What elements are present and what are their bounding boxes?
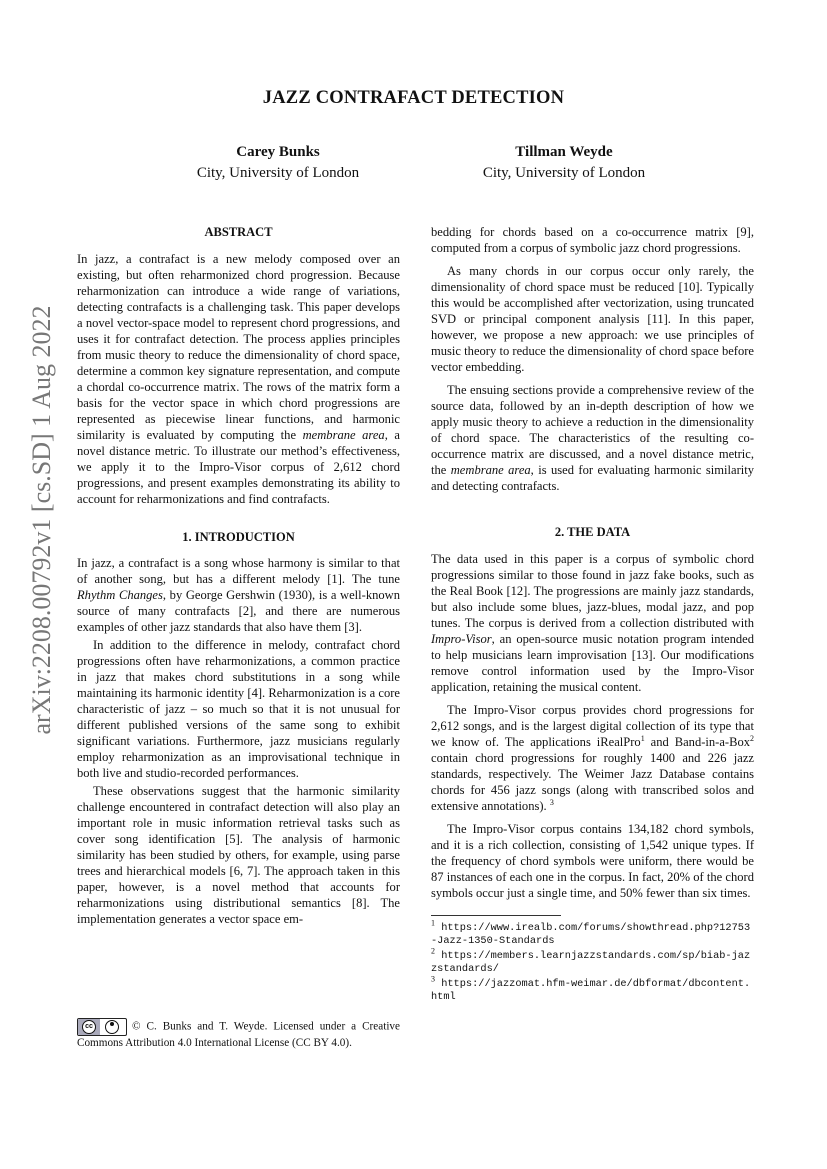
cc-by-badge-icon: cc [77, 1018, 127, 1036]
footnote-mark: 1 [640, 733, 645, 743]
author-affiliation: City, University of London [196, 165, 360, 181]
author-block-2 [435, 142, 693, 184]
intro-paragraph-2: In addition to the difference in melody, contrafact chord progressions often have reharmonizations, a common practice in jazz that makes chord substitutions in a song while maintaining its harmonic identity [4]. Reharmonization is a core characteristic of jazz – so much so that it is not unusual for different published versions of the same song to exhibit significant variations. Furthermore, jazz musicians regularly employ reharmonization as an improvisational technique in both live and studio-recorded performances. [77, 638, 400, 780]
abstract-text: In jazz, a contrafact is a new melody composed over an existing, but often reharmonized chord progression. Because reharmonization can introduce a wide range of variations, detecting contrafacts is a challenging task. This paper develops a novel vector-space model to represent chord progressions, and uses it for contrafact detection. The process applies principles from music theory to reduce the dimensionality of chord space, determine a common key signature representation, and compute a chordal co-occurrence matrix. The rows of the matrix form a basis for the vector space in which chord progressions are represented as piecewise linear functions, and harmonic similarity is evaluated by computing the membrane area, a novel distance metric. To illustrate our method’s effectiveness, we apply it to the Impro-Visor corpus of 2,612 chord progressions, and present examples demonstrating its ability to account for reharmonizations and find contrafacts. [77, 252, 400, 506]
introduction-heading: 1. INTRODUCTION [182, 530, 295, 544]
author-affiliation: City, University of London [482, 165, 646, 181]
footnote-2[interactable]: $^2$ https://members.learnjazzstandards.com/sp/biab-jazzstandards/ [431, 946, 751, 975]
author-name: Tillman Weyde [515, 144, 613, 160]
intro-paragraph-4: bedding for chords based on a co-occurrence matrix [9], computed from a corpus of symbolic jazz chord progressions. [431, 225, 754, 255]
intro-paragraph-3: These observations suggest that the harmonic similarity challenge encountered in contrafact detection will also play an important role in music information retrieval tasks such as cover song identification [5]. The analysis of harmonic similarity has been studied by others, for example, using parse trees and hierarchical models [6, 7]. The approach taken in this paper, however, is a novel method that accounts for reharmonizations using distributional semantics [8]. The implementation generates a vector space em- [77, 784, 400, 926]
license-text: © C. Bunks and T. Weyde. Licensed under a Creative Commons Attribution 4.0 International License (CC BY 4.0). [77, 1020, 400, 1049]
author-name: Carey Bunks [236, 144, 320, 160]
license-note [77, 1018, 400, 1051]
intro-paragraph-6: The ensuing sections provide a comprehensive review of the source data, followed by an in-depth description of how we apply music theory to achieve a reduction in the dimensionality of chord space. The characteristics of the resulting co-occurrence matrix are discussed, and a novel distance metric, the membrane area, is used for evaluating harmonic similarity and detecting contrafacts. [431, 383, 755, 493]
footnote-3[interactable]: $^3$ https://jazzomat.hfm-weimar.de/dbformat/dbcontent.html [431, 974, 751, 1003]
data-paragraph-3: The Impro-Visor corpus contains 134,182 chord symbols, and it is a rich collection, consisting of 1,542 unique types. If the frequency of chord symbols were uniform, there would be 87 instances of each one in the corpus. In fact, 20% of the chord symbols occur just a single time, and 50% fewer than six times. [431, 822, 754, 900]
intro-paragraph-5: As many chords in our corpus occur only rarely, the dimensionality of chord space must be reduced [10]. Typically this would be accomplished after vectorization, using truncated SVD or principal component analysis [11]. In this paper, however, we propose a new approach: we use principles of music theory to reduce the dimensionality of chord space before vector embedding. [431, 264, 754, 374]
data-paragraph-2: The Impro-Visor corpus provides chord progressions for 2,612 songs, and is the largest digital collection of its type that we know of. The applications iRealPro$^1$ and Band-in-a-Box$^2$ contain chord progressions for roughly 1400 and 226 jazz standards, respectively. The Weimer Jazz Database contains chords for 456 jazz songs (along with transcribed solos and extensive annotations). $^3$ [431, 703, 754, 813]
footnote-1[interactable]: $^1$ https://www.irealb.com/forums/showthread.php?12753-Jazz-1350-Standards [431, 918, 751, 947]
data-paragraph-1: The data used in this paper is a corpus of symbolic chord progressions similar to those found in jazz fake books, such as the Real Book [12]. The progressions are mainly jazz standards, but also include some blues, jazz-blues, modal jazz, and pop tunes. The corpus is derived from a collection distributed with Impro-Visor, an open-source music notation program intended to help musicians learn improvisation [13]. Our modifications remove control information used by the Impro-Visor application, retaining the musical content. [431, 552, 754, 694]
left-column [77, 224, 400, 927]
right-column [431, 224, 754, 1004]
footnote-rule [431, 915, 561, 916]
data-heading: 2. THE DATA [554, 525, 631, 539]
arxiv-id: arXiv:2208.00792v1 [cs.SD] 1 Aug 2022 [27, 305, 56, 735]
paper-title: JAZZ CONTRAFACT DETECTION [262, 88, 565, 108]
footnote-mark: 2 [750, 733, 754, 743]
abstract-heading: ABSTRACT [204, 225, 273, 239]
footnote-mark: 3 [549, 797, 554, 807]
author-block-1 [150, 142, 406, 184]
intro-paragraph-1: In jazz, a contrafact is a song whose harmony is similar to that of another song, but has a different melody [1]. The tune Rhythm Changes, by George Gershwin (1930), is a well-known source of many contrafacts [2], and there are numerous examples of other jazz standards that also have them [3]. [77, 556, 400, 634]
